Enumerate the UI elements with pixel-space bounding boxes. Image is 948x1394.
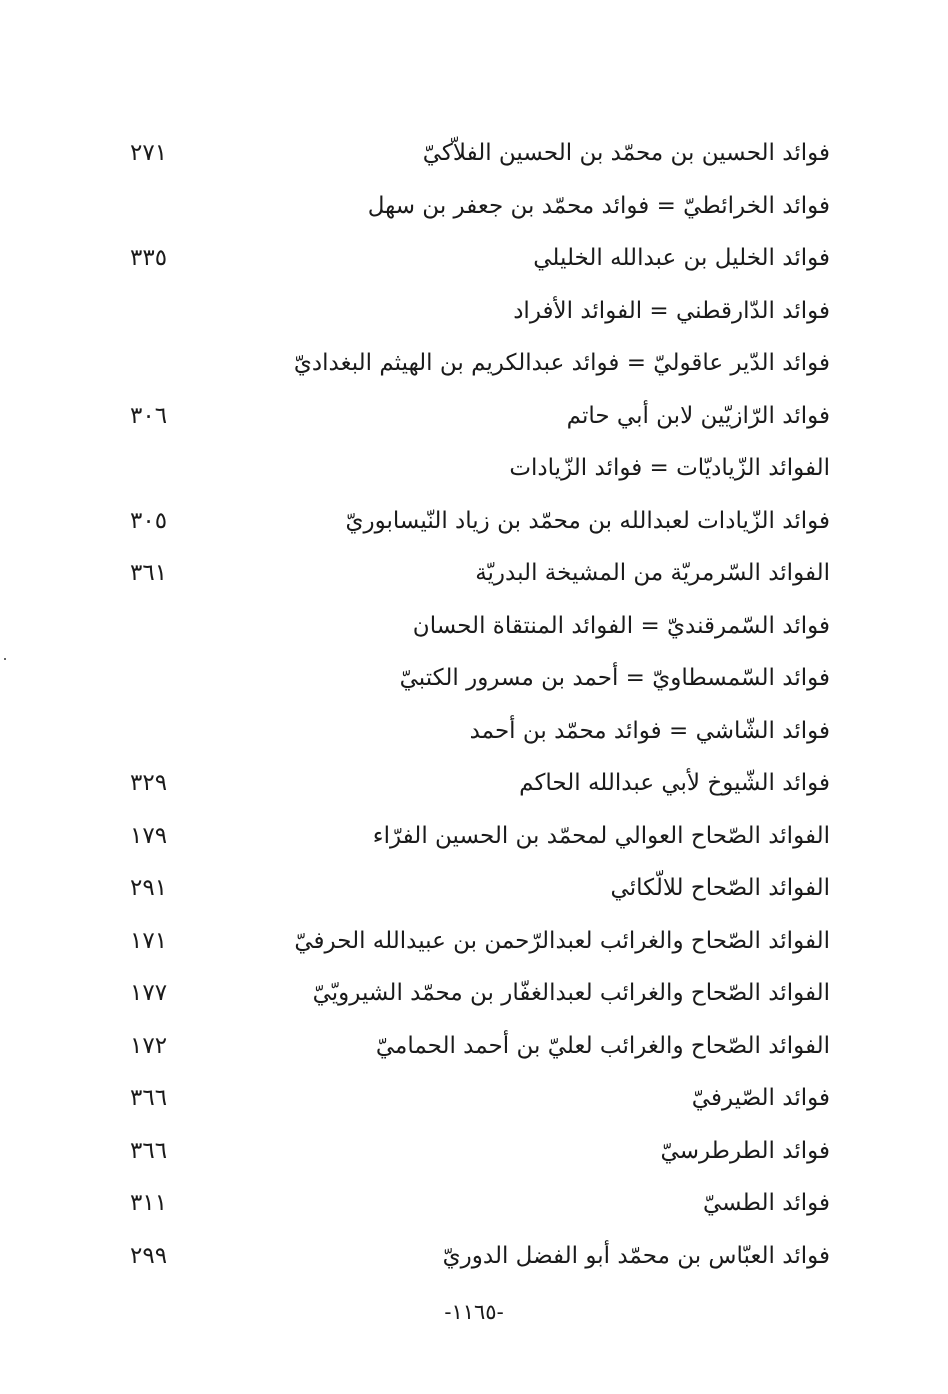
index-entry (0, 967, 948, 1020)
index-entry (0, 862, 948, 915)
index-entry (0, 127, 948, 180)
index-entry (0, 1020, 948, 1073)
entry-title: فوائد الزّيادات لعبدالله بن محمّد بن زياد النّيسابوريّ (345, 507, 830, 534)
index-entry (0, 600, 948, 653)
entry-title: الفوائد الصّحاح للالّكائي (610, 875, 830, 901)
entry-title: فوائد الشّاشي = فوائد محمّد بن أحمد (469, 717, 830, 744)
entry-page-number: ١٧٩ (130, 822, 168, 849)
entry-page-number: ٣٢٩ (130, 770, 168, 796)
entry-title: الفوائد الصّحاح والغرائب لعليّ بن أحمد الحماميّ (375, 1032, 830, 1059)
index-entry (0, 1072, 948, 1125)
entry-title: فوائد الدّارقطني = الفوائد الأفراد (513, 297, 830, 324)
entry-title: الفوائد الصّحاح والغرائب لعبدالرّحمن بن عبيدالله الحرفيّ (294, 927, 830, 954)
page-footer (0, 1300, 948, 1324)
entry-title: فوائد الشّيوخ لأبي عبدالله الحاكم (519, 770, 830, 796)
index-list (0, 127, 948, 1282)
entry-title: الفوائد السّرمريّة من المشيخة البدريّة (475, 560, 830, 586)
index-entry (0, 285, 948, 338)
entry-page-number: ١٧٧ (130, 980, 168, 1006)
entry-title: فوائد الخرائطيّ = فوائد محمّد بن جعفر بن سهل (367, 192, 830, 219)
entry-title: الفوائد الصّحاح العوالي لمحمّد بن الحسين الفرّاء (372, 822, 830, 849)
entry-title: فوائد الصّيرفيّ (691, 1085, 830, 1111)
entry-title: الفوائد الصّحاح والغرائب لعبدالغفّار بن محمّد الشيرويّيّ (312, 980, 830, 1006)
index-entry (0, 390, 948, 443)
entry-page-number: ٢٩٩ (130, 1242, 168, 1269)
index-entry (0, 1125, 948, 1178)
index-entry (0, 915, 948, 968)
index-entry (0, 547, 948, 600)
entry-page-number: ٣٦١ (130, 560, 168, 586)
entry-page-number: ٣٣٥ (130, 245, 168, 271)
page-number: -١١٦٥- (444, 1300, 504, 1324)
index-entry (0, 442, 948, 495)
entry-page-number: ١٧١ (130, 927, 168, 954)
entry-page-number: ٣١١ (130, 1190, 168, 1216)
index-entry (0, 757, 948, 810)
entry-title: الفوائد الزّياديّات = فوائد الزّيادات (509, 455, 830, 481)
margin-speck (4, 658, 6, 660)
entry-title: فوائد الحسين بن محمّد بن الحسين الفلاّكيّ (422, 140, 830, 166)
entry-title: فوائد الدّير عاقوليّ = فوائد عبدالكريم بن الهيثم البغداديّ (293, 350, 830, 376)
entry-page-number: ٣٠٦ (130, 402, 168, 429)
entry-page-number: ٣٦٦ (130, 1085, 168, 1111)
entry-page-number: ٣٦٦ (130, 1137, 168, 1164)
entry-page-number: ٢٧١ (130, 140, 168, 166)
index-entry (0, 180, 948, 233)
entry-title: فوائد السّمرقنديّ = الفوائد المنتقاة الحسان (412, 612, 830, 639)
index-entry (0, 232, 948, 285)
index-entry (0, 1230, 948, 1283)
index-entry (0, 495, 948, 548)
entry-page-number: ١٧٢ (130, 1032, 168, 1059)
entry-page-number: ٢٩١ (130, 875, 168, 901)
index-entry (0, 810, 948, 863)
index-entry (0, 705, 948, 758)
entry-title: فوائد السّمسطاويّ = أحمد بن مسرور الكتبيّ (399, 665, 830, 691)
index-entry (0, 1177, 948, 1230)
entry-title: فوائد الطسيّ (702, 1190, 830, 1216)
entry-title: فوائد الطرطرسيّ (660, 1137, 830, 1164)
entry-title: فوائد الرّازيّين لابن أبي حاتم (566, 402, 830, 429)
index-entry (0, 337, 948, 390)
entry-title: فوائد الخليل بن عبدالله الخليلي (533, 245, 830, 271)
entry-page-number: ٣٠٥ (130, 507, 168, 534)
entry-title: فوائد العبّاس بن محمّد أبو الفضل الدوريّ (442, 1242, 830, 1269)
index-entry (0, 652, 948, 705)
